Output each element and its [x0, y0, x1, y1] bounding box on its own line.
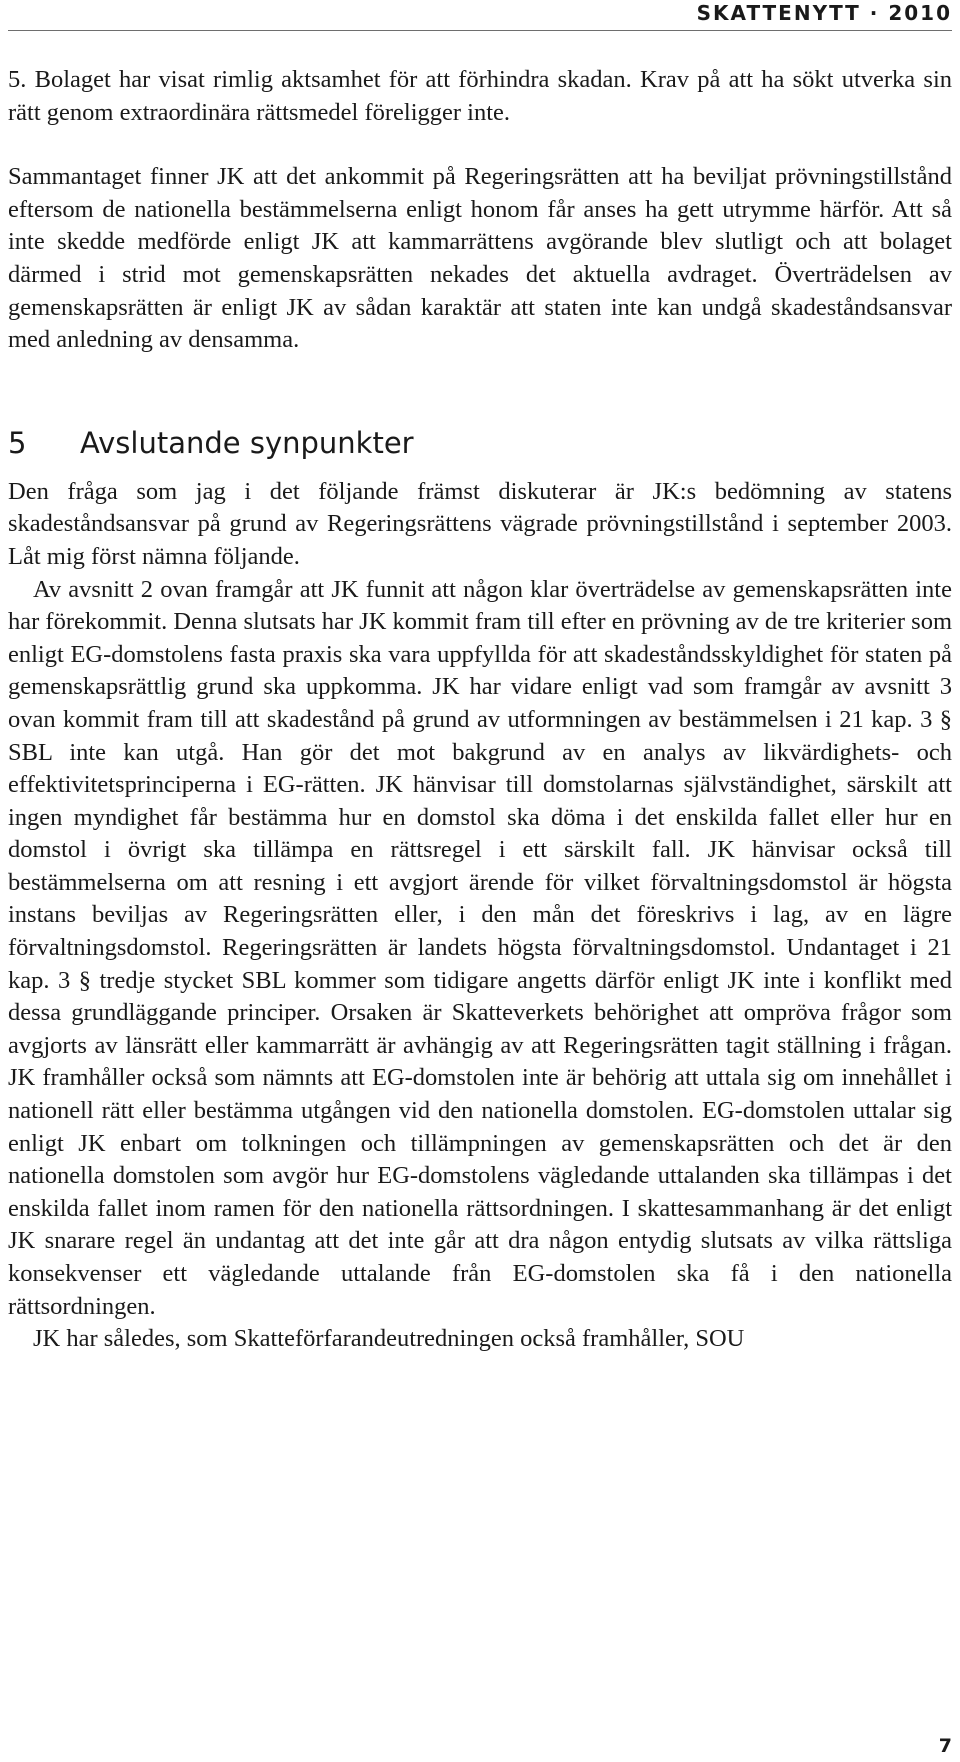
paragraph-analysis: Av avsnitt 2 ovan framgår att JK funnit att någon klar överträdelse av gemenskapsrätten inte har förekommit. Denna slutsats har JK kommit fram till efter en prövning av de tre kriterier som enligt EG-domstolens fasta praxis ska vara uppfyllda för att skadeståndsskyldighet för staten på gemenskapsrättlig grund ska uppkomma. JK har vidare enligt vad som framgår av avsnitt 3 ovan kommit fram till att skadestånd på grund av utformningen av bestämmelsen i 21 kap. 3 § SBL inte kan utgå. Han gör det mot bakgrund av en analys av likvärdighets- och effektivitetsprinciperna i EG-rätten. JK hänvisar till domstolarnas självständighet, särskilt att ingen myndighet får bestämma hur en domstol ska döma i det enskilda fallet eller hur en domstol i övrigt ska tillämpa en rättsregel i ett särskilt fall. JK hänvisar också till bestämmelserna om att resning i ett avgjort ärende för vilket förvaltningsdomstol är högsta instans beviljas av Regeringsrätten eller, i den mån det föreskrivs i lag, av en lägre förvaltningsdomstol. Regeringsrätten är landets högsta förvaltningsdomstol. Undantaget i 21 kap. 3 § tredje stycket SBL kommer som tidigare angetts därför enligt JK inte i konflikt med dessa grundläggande principer. Orsaken är Skatteverkets behörighet att ompröva frågor som avgjorts av länsrätt eller kammarrätt är avhängig av att Regeringsrätten tagit ställning i frågan. JK framhåller också som nämnts att EG-domstolen inte är behörig att uttala sig om innehållet i nationell rätt eller bestämma utgången vid den nationella domstolen. EG-domstolen uttalar sig enligt JK enbart om tolkningen och tillämpningen av gemenskapsrätten och det är den nationella domstolen som avgör hur EG-domstolens vägledande uttalanden ska tillämpas i det enskilda fallet inom ramen för den nationella rättsordningen. I skattesammanhang är det enligt JK snarare regel än undantag att det inte går att dra någon entydig slutsats av vilka rättsliga konsekvenser ett vägledande uttalande från EG-domstolen ska få i den nationella rättsordningen.: [8, 575, 952, 1320]
section-heading: [8, 423, 952, 463]
section-title: Avslutande synpunkter: [80, 425, 414, 460]
section-number: 5: [8, 425, 27, 460]
paragraph-criterion-5: 5. Bolaget har visat rimlig aktsamhet för att förhindra skadan. Krav på att ha sökt utverka sin rätt genom extraordinära rättsmedel föreligger inte.: [8, 66, 952, 126]
running-head: SKATTENYTT · 2010: [696, 1, 952, 25]
header-rule: [8, 30, 952, 31]
paragraph-intro: Den fråga som jag i det följande främst diskuterar är JK:s bedömning av statens skadeståndsansvar på grund av Regeringsrättens vägrade prövningstillstånd i september 2003. Låt mig först nämna följande.: [8, 477, 952, 570]
paragraph-summary: Sammantaget finner JK att det ankommit på Regeringsrätten att ha beviljat prövningstillstånd eftersom de nationella bestämmelserna enligt honom får anses ha gett utrymme härför. Att så inte skedde medförde enligt JK att kammarrättens avgörande blev slutligt och att bolaget därmed i strid mot gemenskapsrätten nekades det aktuella avdraget. Överträdelsen av gemenskapsrätten är enligt JK av sådan karaktär att staten inte kan undgå skadeståndsansvar med anledning av densamma.: [8, 163, 952, 354]
page-number: 7: [938, 1735, 952, 1757]
document-page: [8, 0, 952, 1762]
paragraph-closing: JK har således, som Skatteförfarandeutredningen också framhåller, SOU: [33, 1325, 745, 1353]
body-text: [8, 64, 952, 1356]
